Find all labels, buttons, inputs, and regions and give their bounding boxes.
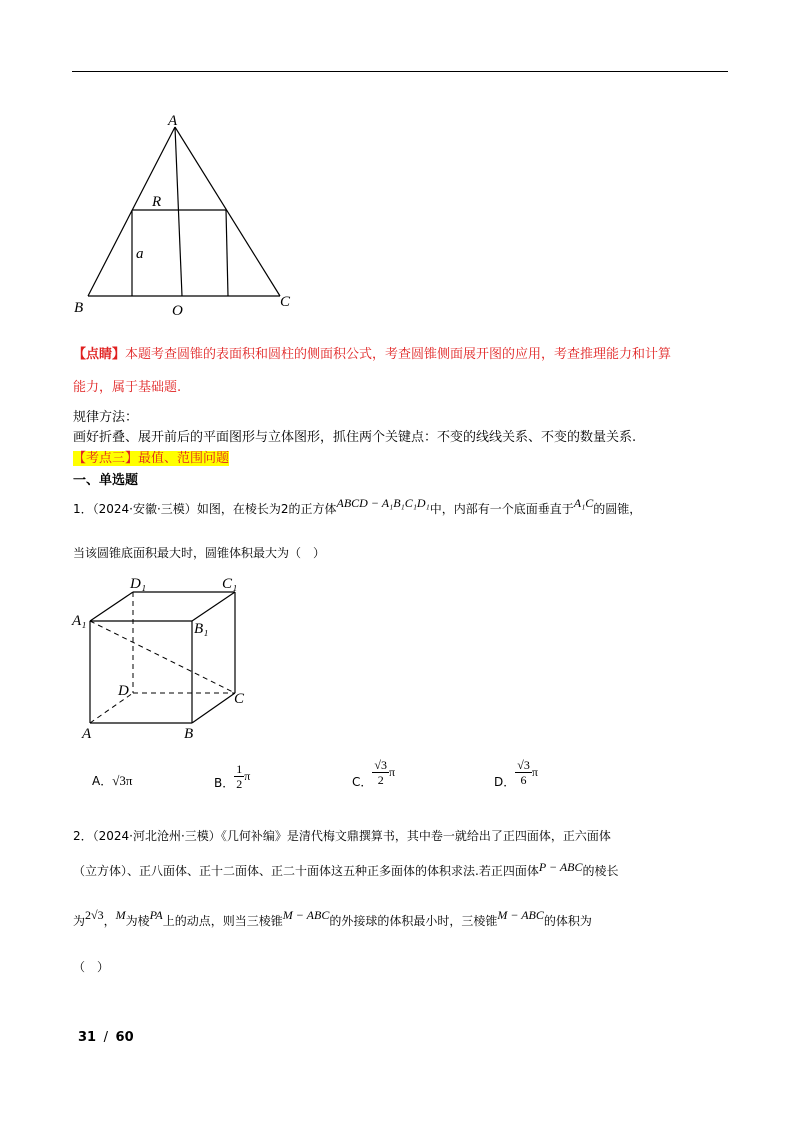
dianjing-text: 本题考查圆锥的表面积和圆柱的侧面积公式，考查圆锥侧面展开图的应用，考查推理能力和计算 [125, 347, 672, 362]
option-fraction [234, 762, 244, 791]
cube-label-D: D [118, 683, 129, 699]
q2-number: 2． [73, 829, 93, 843]
method-text: 画好折叠、展开前后的平面图形与立体图形，抓住两个关键点：不变的线线关系、不变的数量关系. [73, 430, 637, 445]
q1-text-b: 的正方体 [288, 502, 337, 516]
page-number [78, 1030, 134, 1045]
cube-label-C: C [234, 691, 245, 707]
option-pi: π [531, 765, 538, 779]
q1-edge: 2 [280, 502, 289, 516]
q1-line2: 当该圆锥底面积最大时，圆锥体积最大为（ ） [73, 546, 326, 560]
option-pi: π [388, 765, 396, 779]
kaodian-tag: 【考点三】 [73, 451, 139, 466]
q2-line3 [73, 908, 592, 929]
q2-comma: ， [103, 914, 116, 928]
q2-line4: （ ） [73, 960, 110, 974]
label-R: R [152, 194, 162, 210]
option-fraction [372, 758, 389, 787]
fraction-numerator: √3 [374, 758, 387, 772]
fraction-numerator: √3 [517, 758, 530, 772]
header-rule [72, 71, 728, 72]
option-fraction [515, 758, 532, 787]
q2-tetra: P − ABC [538, 860, 583, 874]
option-pi: π [244, 769, 251, 783]
triangle-figure [70, 110, 310, 325]
label-O: O [172, 303, 183, 319]
dianjing-line1 [73, 343, 671, 362]
label-A: A [168, 113, 178, 129]
option-key: A． [92, 774, 113, 788]
q2-point-m: M [115, 908, 126, 922]
q1-cube-name: ABCD − A₁B₁C₁D₁ [336, 496, 430, 510]
q1-diag: A₁C [573, 496, 594, 510]
q1-number: 1． [73, 502, 93, 516]
cube-label-A: A [82, 726, 92, 740]
section-title: 一、单选题 [73, 473, 139, 488]
q1-option-b[interactable] [214, 762, 250, 791]
q1-option-a[interactable] [92, 772, 132, 789]
q2-pyramid-2: M − ABC [497, 908, 544, 922]
dianjing-line2: 能力，属于基础题. [73, 380, 182, 395]
q2-edge-length: 2√3 [85, 908, 104, 922]
q2-text-h: 的体积为 [543, 914, 592, 928]
label-B: B [74, 300, 84, 316]
q1-option-d[interactable] [494, 755, 538, 790]
option-value: √3π [112, 773, 133, 788]
q2-text-b: （立方体）、正八面体、正十二面体、正二十面体这五种正多面体的体积求法.若正四面体 [73, 864, 539, 878]
q1-option-c[interactable] [352, 755, 395, 790]
kaodian-text: 最值、范围问题 [138, 451, 230, 466]
fraction-denominator: 2 [377, 773, 384, 787]
fraction-numerator: 1 [236, 762, 243, 776]
q2-text-d: 为 [73, 914, 86, 928]
q2-text-a: 《几何补编》是清代梅文鼎撰算书，其中卷一就给出了正四面体，正六面体 [220, 829, 611, 843]
page-total: 60 [115, 1030, 134, 1045]
page-separator: / [103, 1030, 109, 1045]
dianjing-tag: 【点睛】 [73, 347, 126, 362]
q2-source: （2024·河北沧州·三模） [92, 829, 221, 843]
q2-text-e: 为棱 [125, 914, 150, 928]
page-current: 31 [78, 1030, 97, 1045]
q2-edge-pa: PA [149, 908, 163, 922]
cube-label-A1: A₁ [72, 613, 87, 629]
method-title: 规律方法： [73, 410, 139, 425]
q2-text-g: 的外接球的体积最小时，三棱锥 [329, 914, 498, 928]
q1-text-c: 中，内部有一个底面垂直于 [429, 502, 574, 516]
option-key: D． [494, 775, 516, 789]
option-key: B． [214, 776, 235, 790]
q1-source: （2024·安徽·三模） [92, 502, 197, 516]
fraction-denominator: 6 [520, 773, 527, 787]
fraction-denominator: 2 [236, 777, 243, 791]
q2-pyramid-1: M − ABC [282, 908, 330, 922]
kaodian-heading [73, 447, 229, 466]
option-key: C． [352, 775, 373, 789]
q1-text-a: 如图，在棱长为 [196, 502, 281, 516]
cube-label-B: B [184, 726, 194, 740]
cube-label-B1: B₁ [194, 621, 209, 637]
q1-line1 [73, 496, 642, 517]
q2-text-c: 的棱长 [582, 864, 619, 878]
cube-label-C1: C₁ [222, 576, 238, 592]
q1-text-d: 的圆锥， [593, 502, 642, 516]
label-C: C [280, 294, 291, 310]
cube-figure [70, 575, 260, 740]
q2-line1 [73, 827, 611, 844]
label-a: a [136, 246, 144, 262]
q2-text-f: 上的动点，则当三棱锥 [162, 914, 283, 928]
q2-line2 [73, 862, 619, 879]
cube-label-D1: D₁ [130, 576, 147, 592]
